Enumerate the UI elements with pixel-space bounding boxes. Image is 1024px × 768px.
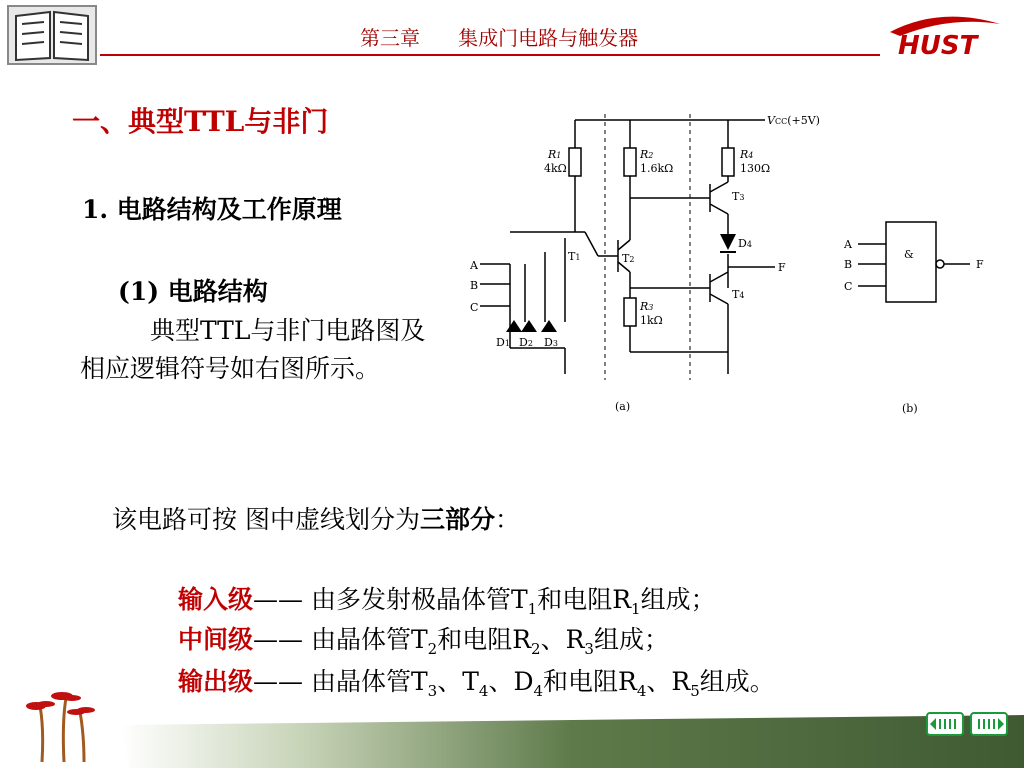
stage-text: 、R [646,667,691,696]
svg-text:1kΩ: 1kΩ [640,314,663,327]
svg-text:F: F [976,258,984,271]
stage-text: 组成； [640,585,716,614]
intro-bold: 三部分 [419,505,495,534]
svg-text:C: C [844,280,853,293]
subsubsection-title: (1) 电路结构 [118,277,268,306]
svg-text:VCC(+5V): VCC(+5V) [767,114,820,127]
grass-band [0,705,1024,768]
stage-text: 、T [437,667,479,696]
chapter-label: 第三章 [360,26,420,50]
subscript: 1 [631,600,641,618]
svg-text:R4: R4 [740,148,754,161]
stage-text: 和电阻R [537,585,632,614]
subscript: 4 [636,682,647,700]
intro-text: 该电路可按 图中虚线划分为 [112,505,420,534]
svg-text:D4: D4 [738,237,752,250]
nand-gate-symbol [838,214,998,418]
intro-suffix: ： [494,505,520,534]
prev-slide-button[interactable] [926,712,964,736]
svg-text:&: & [904,248,914,261]
svg-text:HUST: HUST [898,31,978,60]
svg-text:A: A [844,238,852,251]
stage-text: 由多发射极晶体管T [310,585,528,614]
svg-text:T4: T4 [732,288,745,301]
svg-text:F: F [778,261,786,274]
svg-text:(a): (a) [615,400,631,413]
dash: —— [253,625,304,654]
svg-text:C: C [470,301,479,314]
svg-text:B: B [844,258,853,271]
stage-label: 中间级 [178,625,254,654]
svg-text:D1: D1 [496,336,510,349]
book-logo-icon [6,4,98,66]
header-title [360,22,638,51]
subsection-title: 1. 电路结构及工作原理 [82,195,342,224]
svg-text:R1: R1 [548,148,562,161]
ttl-nand-circuit-diagram [470,112,853,417]
subscript: 4 [533,682,544,700]
svg-text:T2: T2 [622,252,635,265]
svg-text:B: B [470,279,479,292]
svg-text:4kΩ: 4kΩ [544,162,567,175]
stage-text: 由晶体管T [310,667,428,696]
hust-logo [880,10,1005,60]
stage-text: 组成； [593,625,669,654]
header-rule [100,54,880,56]
svg-text:1.6kΩ: 1.6kΩ [640,162,674,175]
stage-text: 和电阻R [543,667,637,696]
subscript: 5 [690,682,700,700]
stage-label: 输出级 [178,667,254,696]
svg-text:R3: R3 [640,300,654,313]
dash: —— [253,585,304,614]
section-title: 一、典型TTL与非门 [72,105,329,138]
stage-text: 、D [488,667,534,696]
subscript: 2 [531,640,541,658]
svg-text:A: A [470,259,478,272]
svg-text:D2: D2 [519,336,533,349]
stage-output-line [178,662,775,700]
subscript: 3 [584,640,594,658]
subscript: 1 [527,600,538,618]
svg-text:T1: T1 [568,250,581,263]
svg-text:130Ω: 130Ω [740,162,771,175]
subscript: 3 [427,682,438,700]
course-label: 集成门电路与触发器 [458,26,639,50]
svg-text:R2: R2 [640,148,654,161]
next-slide-button[interactable] [970,712,1008,736]
svg-text:(b): (b) [902,402,918,415]
stage-middle-line [178,620,669,658]
stage-input-line [178,580,716,618]
stage-text: 组成。 [699,667,775,696]
stage-text: 由晶体管T [310,625,428,654]
subscript: 2 [427,640,438,658]
stage-text: 和电阻R [437,625,532,654]
subscript: 4 [478,682,489,700]
intro-sentence [112,500,520,536]
svg-text:D3: D3 [544,336,558,349]
description-paragraph: 典型TTL与非门电路图及相应逻辑符号如右图所示。 [80,316,426,383]
stage-text: 、R [540,625,585,654]
svg-text:T3: T3 [732,190,745,203]
dash: —— [253,667,304,696]
stage-label: 输入级 [178,585,254,614]
